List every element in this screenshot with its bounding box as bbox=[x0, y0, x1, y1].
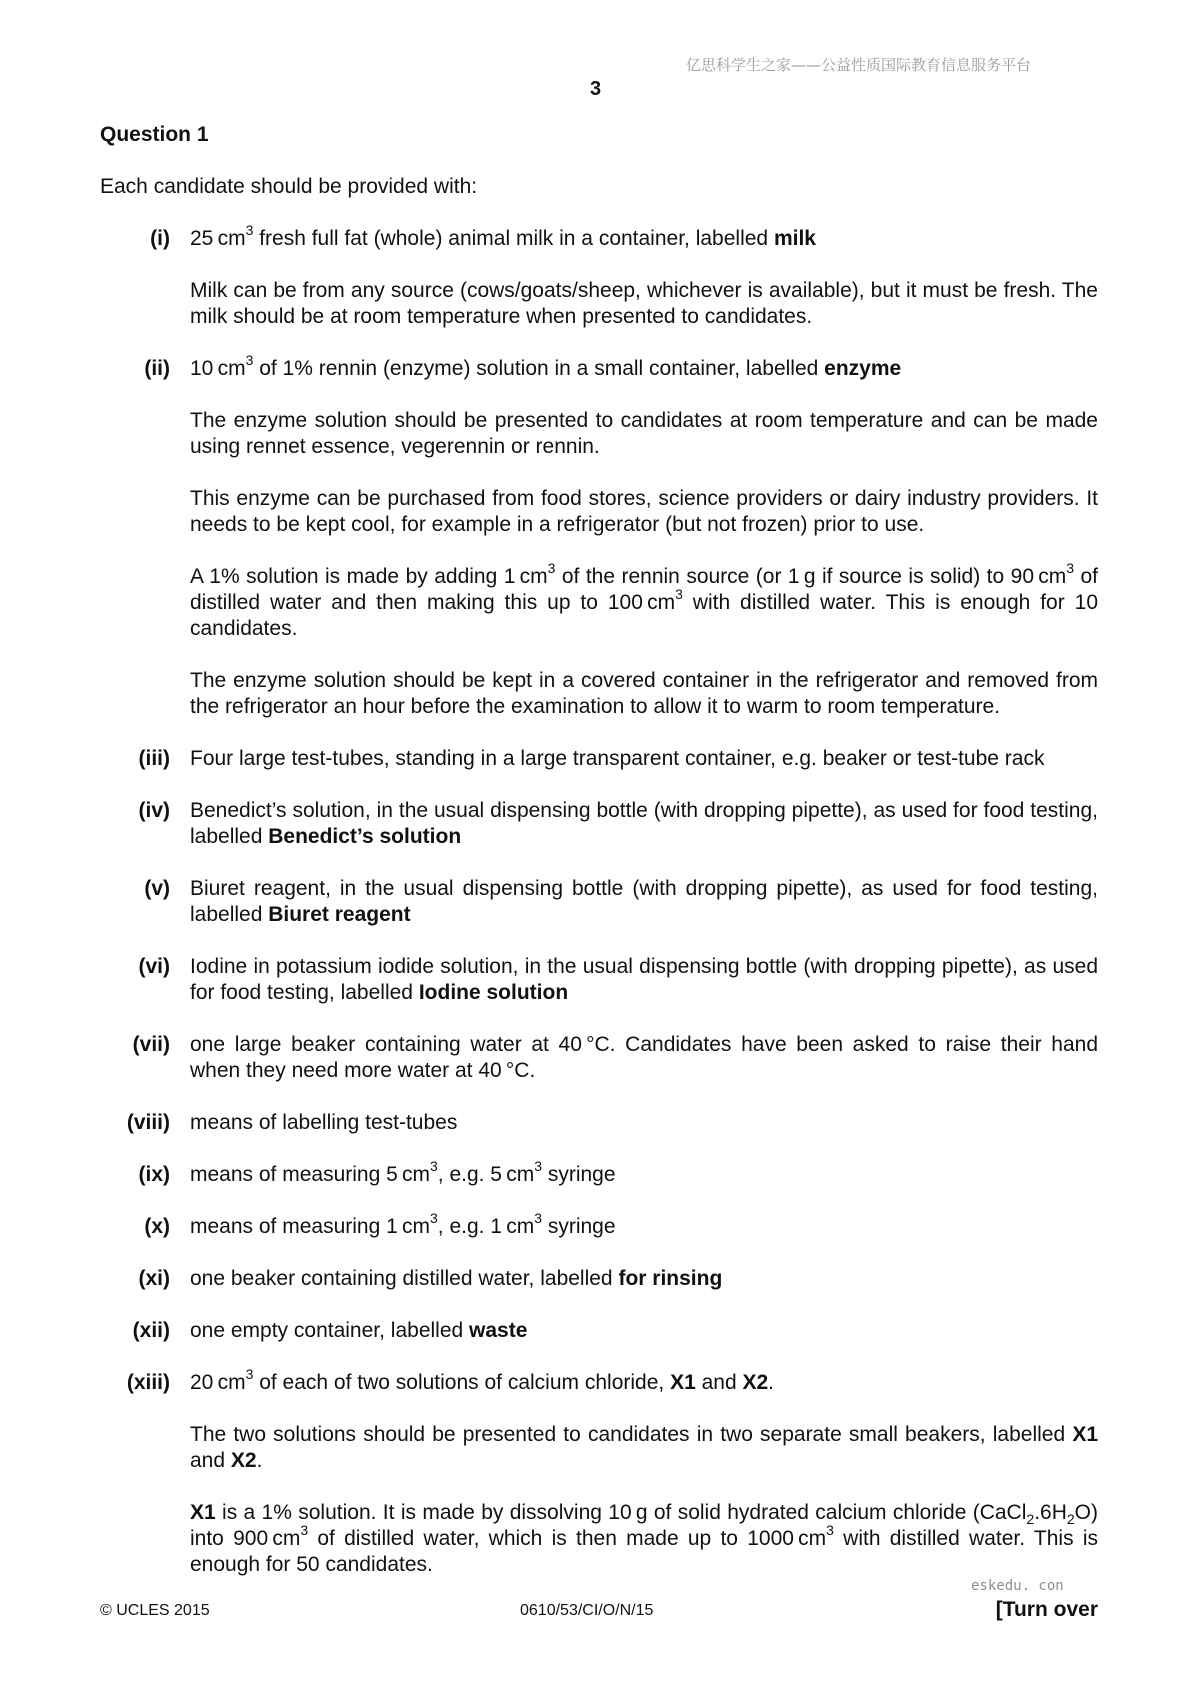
paper-code: 0610/53/CI/O/N/15 bbox=[520, 1602, 654, 1619]
document-body bbox=[100, 122, 1098, 1604]
item-paragraph bbox=[190, 1422, 1098, 1474]
text-run: syringe bbox=[542, 1163, 616, 1186]
superscript: 3 bbox=[675, 586, 683, 602]
item-paragraph bbox=[190, 1032, 1098, 1084]
text-run: Iodine in potassium iodide solution, in the usual dispensing bottle (with dropping pipette), as used for food testing, labelled bbox=[190, 955, 1098, 1004]
superscript: 3 bbox=[300, 1522, 309, 1538]
list-item bbox=[100, 1210, 1098, 1240]
item-label: (viii) bbox=[126, 1111, 170, 1134]
item-label: (iv) bbox=[138, 799, 170, 822]
text-run: This enzyme can be purchased from food stores, science providers or dairy industry providers. It needs to be kept cool, for example in a refrigerator (but not frozen) prior to use. bbox=[190, 487, 1098, 536]
text-run: The enzyme solution should be kept in a covered container in the refrigerator and removed from the refrigerator an hour before the examination to allow it to warm to room temperature. bbox=[190, 669, 1098, 718]
text-run: means of labelling test-tubes bbox=[190, 1111, 458, 1134]
text-run: The two solutions should be presented to candidates in two separate small beakers, labelled bbox=[190, 1423, 1073, 1446]
list-item bbox=[100, 746, 1098, 772]
bold-term: for rinsing bbox=[618, 1267, 723, 1290]
text-run: and bbox=[190, 1449, 231, 1472]
item-paragraph bbox=[190, 746, 1098, 772]
item-paragraph bbox=[190, 954, 1098, 1006]
page-footer bbox=[100, 1598, 1098, 1628]
text-run: means of measuring 1 cm bbox=[190, 1215, 430, 1238]
item-paragraph bbox=[190, 278, 1098, 330]
text-run: one large beaker containing water at 40 °C. Candidates have been asked to raise their hand when they need more water at 40 °C. bbox=[190, 1033, 1098, 1082]
text-run: , e.g. 1 cm bbox=[437, 1215, 535, 1238]
item-label: (vi) bbox=[138, 955, 170, 978]
list-item bbox=[100, 1366, 1098, 1578]
list-item bbox=[100, 1158, 1098, 1188]
item-paragraph bbox=[190, 876, 1098, 928]
bold-term: Biuret reagent bbox=[268, 903, 411, 926]
superscript: 3 bbox=[534, 1210, 542, 1226]
item-label: (i) bbox=[150, 227, 170, 250]
bold-term: X2 bbox=[230, 1449, 257, 1472]
superscript: 3 bbox=[245, 222, 254, 238]
text-run: fresh full fat (whole) animal milk in a container, labelled bbox=[253, 227, 774, 250]
item-paragraph bbox=[190, 408, 1098, 460]
item-label: (iii) bbox=[138, 747, 170, 770]
bold-term: X1 bbox=[1072, 1423, 1098, 1446]
item-paragraph bbox=[190, 560, 1098, 642]
text-run: Benedict’s solution, in the usual dispensing bottle (with dropping pipette), as used for food testing, labelled bbox=[190, 799, 1098, 848]
text-run: Biuret reagent, in the usual dispensing bottle (with dropping pipette), as used for food testing, labelled bbox=[190, 877, 1098, 926]
text-run: is a 1% solution. It is made by dissolving 10 g of solid hydrated calcium chloride (CaCl bbox=[215, 1501, 1027, 1524]
superscript: 3 bbox=[826, 1522, 834, 1538]
text-run: The enzyme solution should be presented to candidates at room temperature and can be made using rennet essence, vegerennin or rennin. bbox=[190, 409, 1098, 458]
text-run: 20 cm bbox=[190, 1371, 246, 1394]
bold-term: Benedict’s solution bbox=[268, 825, 462, 848]
item-label: (ii) bbox=[144, 357, 170, 380]
text-run: A 1% solution is made by adding 1 cm bbox=[190, 565, 548, 588]
item-label: (xii) bbox=[132, 1319, 170, 1342]
item-label: (xiii) bbox=[126, 1371, 170, 1394]
item-paragraph bbox=[190, 668, 1098, 720]
item-paragraph bbox=[190, 798, 1098, 850]
subscript: 2 bbox=[1066, 1511, 1075, 1528]
item-paragraph bbox=[190, 1266, 1098, 1292]
subscript: 2 bbox=[1026, 1511, 1035, 1528]
text-run: of the rennin source (or 1 g if source is solid) to 90 cm bbox=[555, 565, 1067, 588]
item-paragraph bbox=[190, 1110, 1098, 1136]
question-title: Question 1 bbox=[100, 123, 209, 146]
page-number: 3 bbox=[589, 78, 602, 100]
text-run: means of measuring 5 cm bbox=[190, 1163, 430, 1186]
text-run: and bbox=[695, 1371, 743, 1394]
item-label: (ix) bbox=[138, 1163, 170, 1186]
text-run: Milk can be from any source (cows/goats/sheep, whichever is available), but it must be fresh. The milk should be at room temperature when presented to candidates. bbox=[190, 279, 1098, 328]
list-item bbox=[100, 1110, 1098, 1136]
text-run: . bbox=[256, 1449, 263, 1472]
item-paragraph bbox=[190, 222, 1098, 252]
text-run: . bbox=[768, 1371, 775, 1394]
footer-watermark: eskedu. con bbox=[971, 1578, 1064, 1594]
list-item bbox=[100, 954, 1098, 1006]
superscript: 3 bbox=[429, 1158, 438, 1174]
superscript: 3 bbox=[1066, 560, 1074, 576]
item-label: (xi) bbox=[138, 1267, 170, 1290]
text-run: 25 cm bbox=[190, 227, 246, 250]
bold-term: milk bbox=[773, 227, 816, 250]
bold-term: X1 bbox=[670, 1371, 696, 1394]
text-run: Four large test-tubes, standing in a large transparent container, e.g. beaker or test-tube rack bbox=[190, 747, 1045, 770]
text-run: .6H bbox=[1034, 1501, 1067, 1524]
text-run: of 1% rennin (enzyme) solution in a small container, labelled bbox=[253, 357, 825, 380]
bold-term: X1 bbox=[190, 1501, 216, 1524]
item-paragraph bbox=[190, 1210, 1098, 1240]
question-intro: Each candidate should be provided with: bbox=[100, 175, 478, 198]
text-run: O) into 900 cm bbox=[190, 1501, 1098, 1550]
text-run: of each of two solutions of calcium chloride, bbox=[253, 1371, 671, 1394]
bold-term: X2 bbox=[742, 1371, 769, 1394]
bold-term: enzyme bbox=[824, 357, 902, 380]
superscript: 3 bbox=[534, 1158, 542, 1174]
item-paragraph bbox=[190, 1318, 1098, 1344]
item-label: (x) bbox=[144, 1215, 170, 1238]
item-paragraph bbox=[190, 486, 1098, 538]
apparatus-list bbox=[100, 222, 1098, 1578]
list-item bbox=[100, 222, 1098, 330]
item-label: (vii) bbox=[132, 1033, 170, 1056]
superscript: 3 bbox=[245, 1366, 254, 1382]
item-paragraph bbox=[190, 1366, 1098, 1396]
bold-term: Iodine solution bbox=[418, 981, 569, 1004]
superscript: 3 bbox=[429, 1210, 438, 1226]
superscript: 3 bbox=[245, 352, 254, 368]
item-paragraph bbox=[190, 1158, 1098, 1188]
list-item bbox=[100, 1032, 1098, 1084]
text-run: with distilled water. This is enough for 50 candidates. bbox=[190, 1527, 1098, 1576]
list-item bbox=[100, 1266, 1098, 1292]
text-run: , e.g. 5 cm bbox=[437, 1163, 535, 1186]
item-label: (v) bbox=[144, 877, 170, 900]
list-item bbox=[100, 352, 1098, 720]
text-run: of distilled water and then making this up to 100 cm bbox=[190, 565, 1098, 614]
bold-term: waste bbox=[469, 1319, 528, 1342]
list-item bbox=[100, 876, 1098, 928]
list-item bbox=[100, 798, 1098, 850]
text-run: with distilled water. This is enough for 10 candidates. bbox=[190, 591, 1098, 640]
text-run: syringe bbox=[542, 1215, 616, 1238]
superscript: 3 bbox=[547, 560, 556, 576]
text-run: of distilled water, which is then made up to 1000 cm bbox=[308, 1527, 827, 1550]
item-paragraph bbox=[190, 352, 1098, 382]
header-watermark: 亿思科学生之家——公益性质国际教育信息服务平台 bbox=[686, 56, 1032, 74]
text-run: 10 cm bbox=[190, 357, 246, 380]
copyright-text: © UCLES 2015 bbox=[100, 1602, 210, 1619]
turn-over-text: [Turn over bbox=[995, 1598, 1098, 1621]
text-run: one empty container, labelled bbox=[190, 1319, 470, 1342]
item-paragraph bbox=[190, 1500, 1098, 1578]
text-run: one beaker containing distilled water, labelled bbox=[190, 1267, 619, 1290]
list-item bbox=[100, 1318, 1098, 1344]
